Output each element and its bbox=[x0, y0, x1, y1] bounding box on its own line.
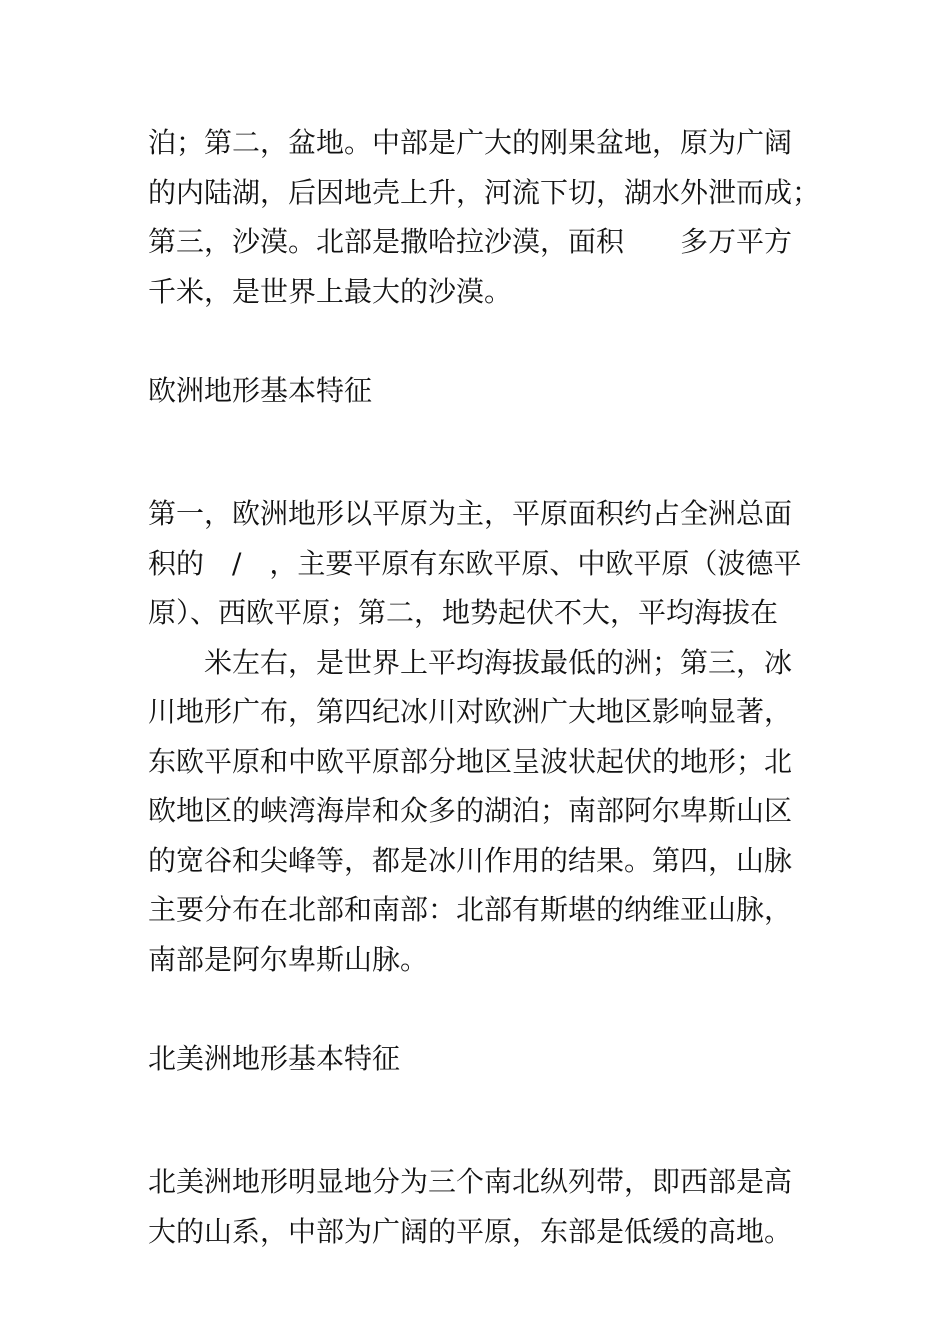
paragraph-line: 东欧平原和中欧平原部分地区呈波状起伏的地形；北 bbox=[148, 744, 793, 778]
spacer bbox=[148, 984, 808, 1034]
paragraph-line: 大的山系，中部为广阔的平原，东部是低缓的高地。 bbox=[148, 1214, 793, 1248]
paragraph-line: 积的 / ，主要平原有东欧平原、中欧平原（波德平 bbox=[148, 546, 802, 580]
paragraph-line: 千米，是世界上最大的沙漠。 bbox=[148, 274, 513, 308]
section-heading-north-america: 北美洲地形基本特征 bbox=[148, 1041, 401, 1075]
spacer bbox=[148, 316, 808, 366]
paragraph-line: 的宽谷和尖峰等，都是冰川作用的结果。第四，山脉 bbox=[148, 843, 793, 877]
paragraph-line: 主要分布在北部和南部：北部有斯堪的纳维亚山脉， bbox=[148, 893, 793, 926]
paragraph-line: 南部是阿尔卑斯山脉。 bbox=[148, 942, 429, 976]
spacer bbox=[148, 415, 808, 489]
paragraph-line: 欧地区的峡湾海岸和众多的湖泊；南部阿尔卑斯山区 bbox=[148, 794, 793, 827]
paragraph-line: 第三，沙漠。北部是撒哈拉沙漠，面积 多万平方 bbox=[148, 225, 793, 258]
document-body bbox=[148, 118, 821, 1256]
europe-section bbox=[148, 366, 808, 985]
north-america-section bbox=[148, 1034, 808, 1257]
paragraph-line: 第一，欧洲地形以平原为主，平原面积约占全洲总面 bbox=[148, 497, 793, 530]
paragraph-line: 的内陆湖，后因地壳上升，河流下切，湖水外泄而成； bbox=[148, 175, 821, 209]
paragraph-line: 川地形广布，第四纪冰川对欧洲广大地区影响显著， bbox=[148, 695, 793, 728]
paragraph-line: 米左右，是世界上平均海拔最低的洲；第三，冰 bbox=[148, 645, 793, 679]
spacer bbox=[148, 1083, 808, 1157]
africa-section-tail bbox=[148, 118, 821, 316]
paragraph-line: 北美洲地形明显地分为三个南北纵列带，即西部是高 bbox=[148, 1165, 793, 1198]
section-heading-europe: 欧洲地形基本特征 bbox=[148, 373, 373, 407]
paragraph-line: 原）、西欧平原；第二，地势起伏不大，平均海拔在 bbox=[148, 596, 779, 629]
paragraph-line: 泊；第二，盆地。中部是广大的刚果盆地，原为广阔 bbox=[148, 126, 793, 159]
